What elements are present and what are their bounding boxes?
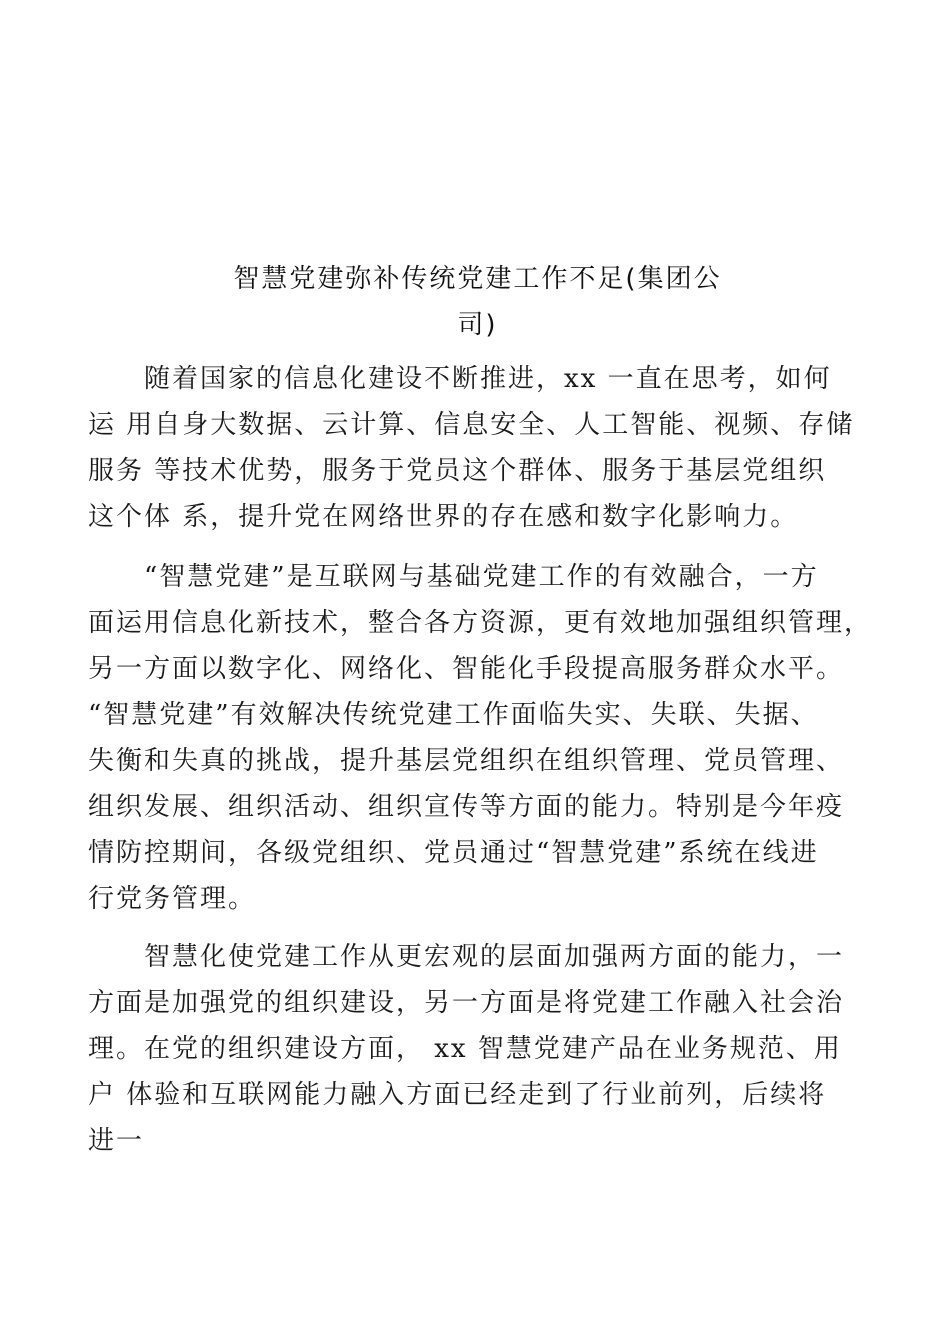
paragraph-line: 户 体验和互联网能力融入方面已经走到了行业前列，后续将: [88, 1080, 827, 1110]
paragraph-2: [88, 554, 878, 922]
paragraph-line: 进一: [88, 1126, 145, 1156]
paragraph-line: 这个体 系，提升党在网络世界的存在感和数字化影响力。: [88, 502, 799, 532]
paragraph-line: 面运用信息化新技术，整合各方资源，更有效地加强组织管理，: [88, 608, 873, 638]
paragraph-line: 组织发展、组织活动、组织宣传等方面的能力。特别是今年疫: [88, 792, 845, 822]
paragraph-line: 失衡和失真的挑战，提升基层党组织在组织管理、党员管理、: [88, 746, 845, 776]
paragraph-line: 情防控期间，各级党组织、党员通过“智慧党建”系统在线进: [88, 838, 819, 868]
paragraph-line: 随着国家的信息化建设不断推进，xx 一直在思考，如何: [144, 364, 832, 394]
paragraph-line: 理。在党的组织建设方面， xx 智慧党建产品在业务规范、用: [88, 1034, 842, 1064]
paragraph-line: 行党务管理。: [88, 884, 257, 914]
paragraph-line: “智慧党建”有效解决传统党建工作面临失实、失联、失据、: [88, 700, 819, 730]
document-title: [90, 256, 865, 348]
title-line-2: 司): [457, 310, 498, 340]
paragraph-line: 方面是加强党的组织建设，另一方面是将党建工作融入社会治: [88, 988, 845, 1018]
paragraph-line: 智慧化使党建工作从更宏观的层面加强两方面的能力，一: [144, 942, 845, 972]
title-line-1: 智慧党建弥补传统党建工作不足(集团公: [233, 264, 722, 294]
paragraph-line: 运 用自身大数据、云计算、信息安全、人工智能、视频、存储: [88, 410, 855, 440]
paragraph-line: 另一方面以数字化、网络化、智能化手段提高服务群众水平。: [88, 654, 845, 684]
paragraph-3: [88, 934, 878, 1164]
paragraph-line: 服务 等技术优势，服务于党员这个群体、服务于基层党组织: [88, 456, 827, 486]
paragraph-line: “智慧党建”是互联网与基础党建工作的有效融合，一方: [144, 562, 819, 592]
paragraph-1: [88, 356, 878, 540]
